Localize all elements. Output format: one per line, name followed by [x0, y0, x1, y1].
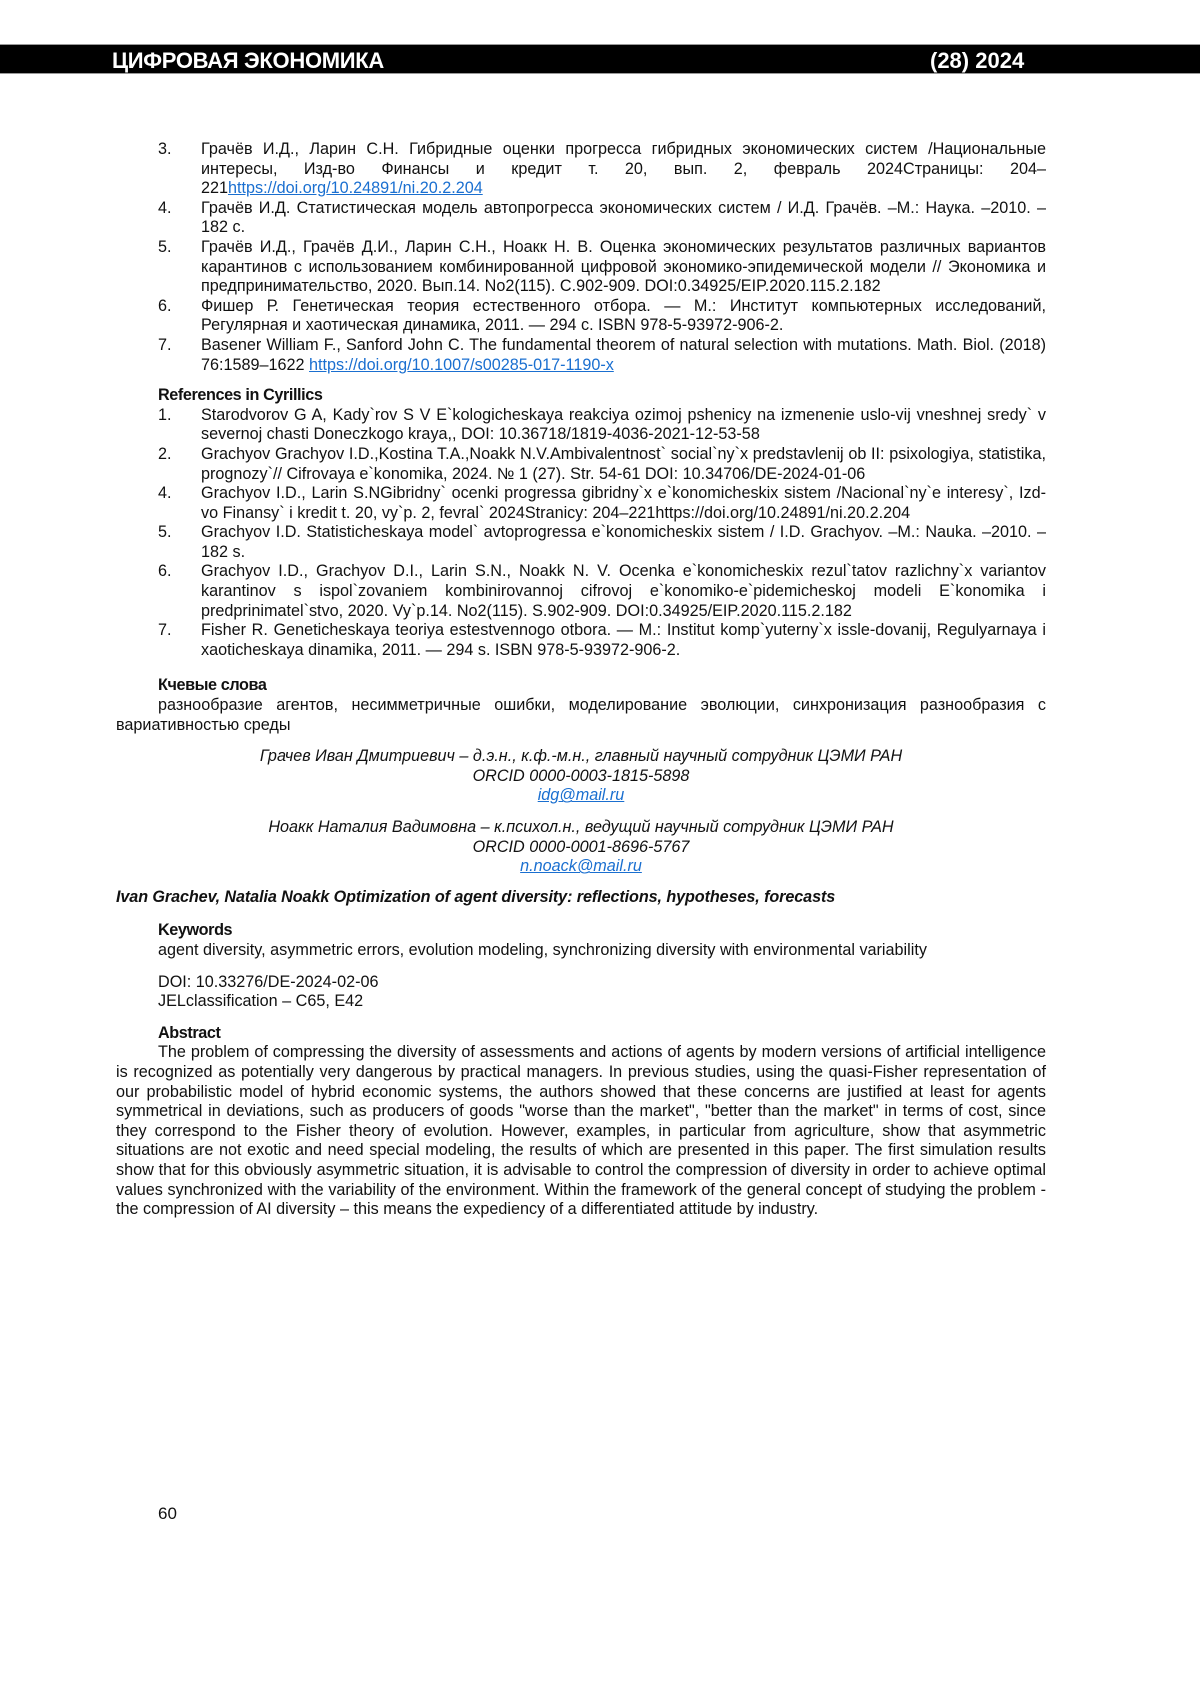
author-2 — [116, 818, 1046, 877]
reference-item: 5. Грачёв И.Д., Грачёв Д.И., Ларин С.Н., Ноакк Н. В. Оценка экономических результатов различных вариантов карантинов с использованием комбинированной цифровой экономико-эпидемической модели // Экономика и предпринимательство, 2020. Вып.14. No2(115). С.902-909. DOI:0.34925/EIP.2020.115.2.182 — [158, 237, 1046, 296]
page-number: 60 — [158, 1504, 177, 1523]
journal-issue: (28) 2024 — [930, 48, 1025, 73]
author-2-email-link[interactable]: n.noack@mail.ru — [520, 857, 642, 876]
journal-title: ЦИФРОВАЯ ЭКОНОМИКА — [112, 48, 385, 73]
reference-item: 6. Фишер Р. Генетическая теория естественного отбора. — М.: Институт компьютерных исследований, Регулярная и хаотическая динамика, 2011. — 294 с. ISBN 978-5-93972-906-2. — [158, 296, 1046, 335]
reference-item: 6. Grachyov I.D., Grachyov D.I., Larin S.N., Noakk N. V. Ocenka e`konomicheskix rezul`tatov razlichny`x variantov karantinov s ispol`zovaniem kombinirovannoj cifrovoj e`konomiko-e`pidemicheskoj modeli E`konomika i predprinimatel`stvo, 2020. Vy`p.14. No2(115). S.902-909. DOI:0.34925/EIP.2020.115.2.182 — [158, 562, 1046, 620]
reference-item: 4. Грачёв И.Д. Статистическая модель автопрогресса экономических систем / И.Д. Грачёв. –М.: Наука. –2010. –182 с. — [158, 198, 1046, 237]
author-2-orcid: ORCID 0000-0001-8696-5767 — [472, 837, 690, 856]
reference-item: 1. Starodvorov G A, Kady`rov S V E`kologicheskaya reakciya ozimoj pshenicy na izmenenie uslo-vij vneshnej sredy` v severnoj chasti Doneczkogo kraya,, DOI: 10.36718/1819-4036-2021-12-53-58 — [158, 405, 1046, 444]
references-cyrillics-list — [158, 406, 1046, 661]
keywords-ru-title: Кчевые слова — [158, 676, 267, 695]
references-cyrillics-title: References in Cyrillics — [158, 386, 323, 405]
abstract-text: The problem of compressing the diversity of assessments and actions of agents by modern versions of artificial intelligence is recognized as potentially very dangerous by practical managers. In previous studies, using the quasi-Fisher representation of our probabilistic model of hybrid economic systems, the authors showed that these concerns are justified at least for agents symmetrical in deviations, such as producers of goods "worse than the market", "better than the market" in terms of cost, since they correspond to the Fisher theory of evolution. However, examples, in particular from agriculture, show that asymmetric situations are not exotic and need special modeling, the results of which are presented in this paper. The first simulation results show that for this obviously asymmetric situation, it is advisable to control the compression of diversity in order to achieve optimal values synchronized with the variability of the environment. Within the framework of the general concept of studying the problem - the compression of AI diversity – this means the expediency of a differentiated attitude by industry. — [116, 1043, 1046, 1219]
doi-line: DOI: 10.33276/DE-2024-02-06 — [158, 972, 379, 991]
jel-classification: JELclassification – C65, E42 — [158, 992, 364, 1011]
author-1 — [116, 747, 1046, 806]
journal-header-bar — [0, 44, 1200, 74]
keywords-en-title: Keywords — [158, 921, 233, 940]
page-content — [116, 140, 1046, 1220]
reference-item: 3. Грачёв И.Д., Ларин С.Н. Гибридные оценки прогресса гибридных экономических систем /Национальные интересы, Изд-во Финансы и кредит т. 20, вып. 2, февраль 2024Страницы: 204–221https://doi.org/10.24891/ni.20.2.204 — [158, 140, 1046, 198]
reference-item: 2. Grachyov Grachyov I.D.,Kostina T.A.,Noakk N.V.Ambivalentnost` social`ny`x predstavlenij ob II: psixologiya, statistika, prognozy`// Cifrovaya e`konomika, 2024. № 1 (27). Str. 54-61 DOI: 10.34706/DE-2024-01-06 — [158, 444, 1046, 483]
doi-link[interactable]: https://doi.org/10.1007/s00285-017-1190-x — [309, 355, 614, 374]
author-1-line: Грачев Иван Дмитриевич – д.э.н., к.ф.-м.н., главный научный сотрудник ЦЭМИ РАН — [259, 747, 903, 766]
author-2-line: Ноакк Наталия Вадимовна – к.психол.н., ведущий научный сотрудник ЦЭМИ РАН — [268, 818, 894, 836]
english-title: Ivan Grachev, Natalia Noakk Optimization of agent diversity: reflections, hypotheses, forecasts — [116, 887, 836, 906]
keywords-ru-text: разнообразие агентов, несимметричные ошибки, моделирование эволюции, синхронизация разнообразия с вариативностью среды — [116, 696, 1046, 734]
reference-item: 5. Grachyov I.D. Statisticheskaya model` avtoprogressa e`konomicheskix sistem / I.D. Grachyov. –M.: Nauka. –2010. –182 s. — [158, 523, 1046, 561]
references-ru-list — [158, 140, 1046, 375]
keywords-en-text: agent diversity, asymmetric errors, evolution modeling, synchronizing diversity with environmental variability — [158, 940, 927, 959]
reference-item: 7. Basener William F., Sanford John C. The fundamental theorem of natural selection with mutations. Math. Biol. (2018) 76:1589–1622 https://doi.org/10.1007/s00285-017-1190-x — [158, 335, 1046, 374]
author-1-email-link[interactable]: idg@mail.ru — [537, 786, 625, 805]
reference-item: 4. Grachyov I.D., Larin S.NGibridny` ocenki progressa gibridny`x e`konomicheskix sistem /Nacional`ny`e interesy`, Izd-vo Finansy` i kredit t. 20, vy`p. 2, fevral` 2024Stranicy: 204–221https://doi.org/10.24891/ni.20.2.204 — [158, 484, 1046, 522]
abstract-title: Abstract — [158, 1023, 221, 1042]
doi-link[interactable]: https://doi.org/10.24891/ni.20.2.204 — [228, 179, 483, 198]
author-1-orcid: ORCID 0000-0003-1815-5898 — [472, 766, 690, 785]
reference-item: 7. Fisher R. Geneticheskaya teoriya estestvennogo otbora. — M.: Institut komp`yuterny`x issle-dovanij, Regulyarnaya i xaoticheskaya dinamika, 2011. — 294 s. ISBN 978-5-93972-906-2. — [158, 621, 1046, 659]
